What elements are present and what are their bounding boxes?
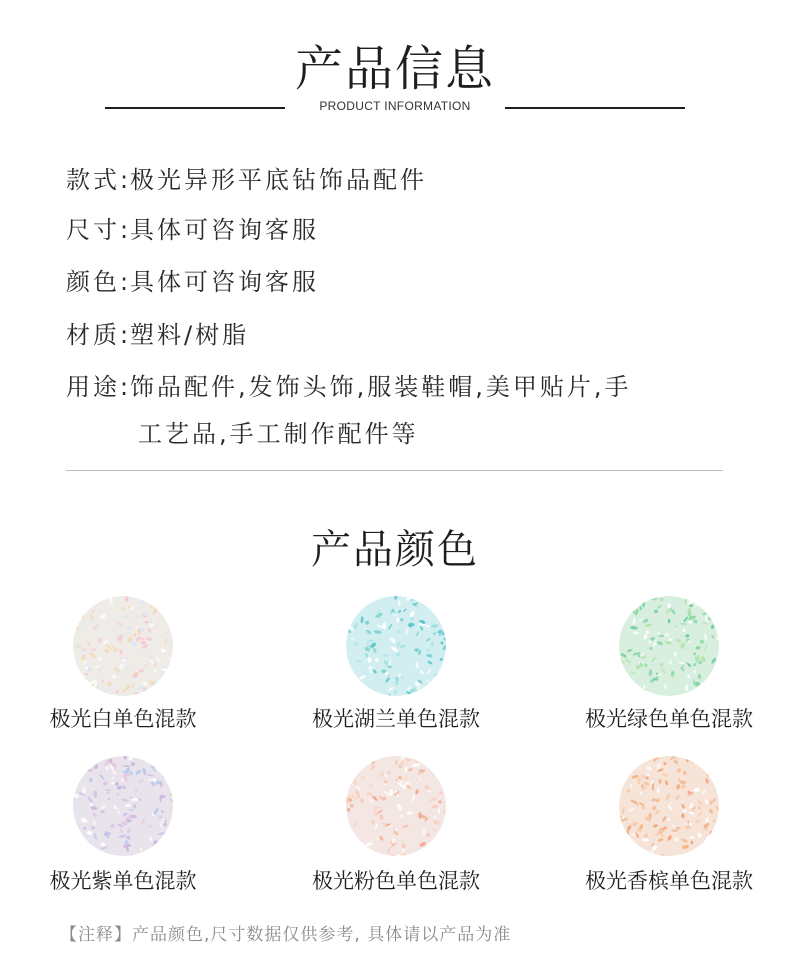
swatch-aurora-green[interactable] — [619, 596, 719, 696]
page-subtitle: PRODUCT INFORMATION — [319, 99, 471, 113]
swatch-aurora-pink[interactable] — [346, 756, 446, 856]
swatch-label: 极光白单色混款 — [49, 707, 197, 731]
spec-label: 款式 — [66, 166, 120, 194]
section-title-colors: 产品颜色 — [311, 527, 479, 573]
spec-material: 材质:塑料/树脂 — [66, 315, 249, 350]
spec-label: 材质 — [66, 321, 120, 349]
swatch-aurora-lake-blue[interactable] — [346, 596, 446, 696]
swatch-aurora-purple[interactable] — [73, 756, 173, 856]
spec-style: 款式:极光异形平底钻饰品配件 — [66, 160, 427, 195]
page-title: 产品信息 — [294, 41, 495, 97]
swatch-label: 极光香槟单色混款 — [585, 869, 753, 893]
swatch-label: 极光粉色单色混款 — [312, 869, 480, 893]
footnote: 【注释】产品颜色,尺寸数据仅供参考, 具体请以产品为准 — [60, 925, 512, 945]
swatch-aurora-champagne[interactable] — [619, 756, 719, 856]
spec-label: 用途 — [66, 373, 120, 401]
spec-value: 极光异形平底钻饰品配件 — [130, 166, 427, 194]
spec-value: 塑料/树脂 — [130, 321, 250, 349]
spec-usage-continuation: 工艺品,手工制作配件等 — [138, 420, 419, 448]
swatch-label: 极光湖兰单色混款 — [312, 707, 480, 731]
spec-value: 具体可咨询客服 — [130, 268, 319, 296]
spec-value: 饰品配件,发饰头饰,服装鞋帽,美甲贴片,手 — [130, 373, 632, 401]
spec-label: 尺寸 — [66, 216, 120, 244]
section-divider — [66, 470, 723, 471]
title-rule-right — [505, 107, 685, 109]
spec-value: 具体可咨询客服 — [130, 216, 319, 244]
swatch-label: 极光绿色单色混款 — [585, 707, 753, 731]
spec-size: 尺寸:具体可咨询客服 — [66, 210, 319, 245]
spec-label: 颜色 — [66, 268, 120, 296]
spec-usage: 用途:饰品配件,发饰头饰,服装鞋帽,美甲贴片,手 — [66, 367, 632, 402]
spec-color: 颜色:具体可咨询客服 — [66, 262, 319, 297]
swatch-aurora-white[interactable] — [73, 596, 173, 696]
swatch-label: 极光紫单色混款 — [49, 869, 197, 893]
